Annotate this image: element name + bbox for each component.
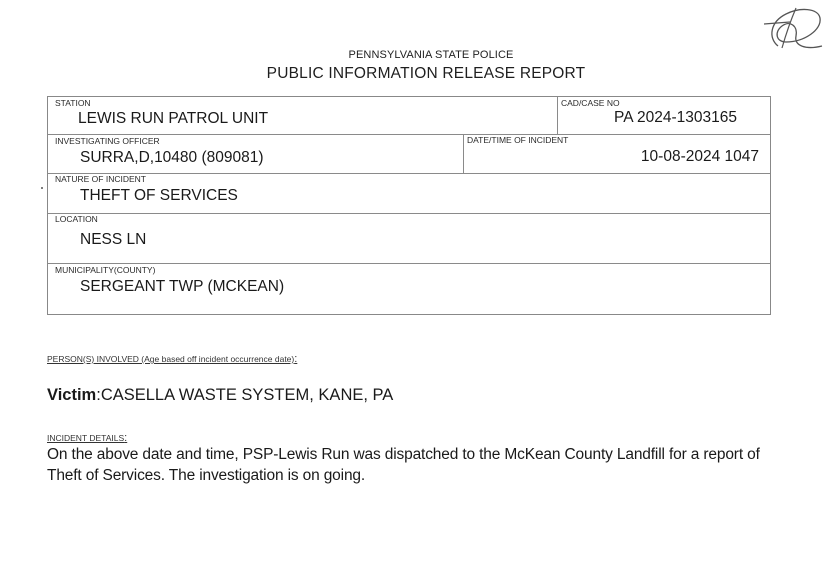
divider	[463, 134, 464, 173]
station-label: STATION	[55, 98, 91, 108]
case-no-label: CAD/CASE NO	[561, 98, 620, 108]
nature-label: NATURE OF INCIDENT	[55, 174, 146, 184]
details-heading-text: INCIDENT DETAILS	[47, 433, 125, 443]
municipality-value: SERGEANT TWP (MCKEAN)	[80, 278, 285, 295]
officer-value: SURRA,D,10480 (809081)	[80, 149, 264, 166]
incident-details-text: On the above date and time, PSP-Lewis Run was dispatched to the McKean County Landfill for a report of Theft of Services. The investigation is on going.	[47, 446, 760, 484]
divider	[557, 97, 558, 134]
victim-label: Victim	[47, 386, 97, 404]
colon: :	[294, 353, 298, 365]
victim-line: Victim:CASELLA WASTE SYSTEM, KANE, PA	[47, 386, 394, 404]
divider	[48, 173, 770, 174]
station-value: LEWIS RUN PATROL UNIT	[78, 110, 269, 127]
divider	[48, 213, 770, 214]
case-no-value: PA 2024-1303165	[614, 109, 737, 126]
colon: :	[124, 432, 128, 444]
municipality-label: MUNICIPALITY(COUNTY)	[55, 265, 156, 275]
report-title: PUBLIC INFORMATION RELEASE REPORT	[266, 65, 586, 82]
scan-speck	[41, 187, 43, 189]
incident-form	[47, 96, 771, 315]
nature-value: THEFT OF SERVICES	[80, 187, 238, 204]
handwritten-initials-icon	[756, 2, 828, 54]
officer-label: INVESTIGATING OFFICER	[55, 136, 160, 146]
location-value: NESS LN	[80, 231, 147, 248]
divider	[48, 263, 770, 264]
persons-involved-heading	[47, 353, 297, 365]
incident-details-heading	[47, 432, 127, 444]
incident-datetime-value: 10-08-2024 1047	[640, 148, 759, 165]
location-label: LOCATION	[55, 214, 98, 224]
incident-datetime-label: DATE/TIME OF INCIDENT	[467, 135, 569, 145]
divider	[48, 134, 770, 135]
persons-heading-text: PERSON(S) INVOLVED (Age based off incident occurrence date)	[47, 354, 295, 364]
victim-value: CASELLA WASTE SYSTEM, KANE, PA	[100, 386, 394, 404]
agency-name: PENNSYLVANIA STATE POLICE	[348, 49, 514, 61]
